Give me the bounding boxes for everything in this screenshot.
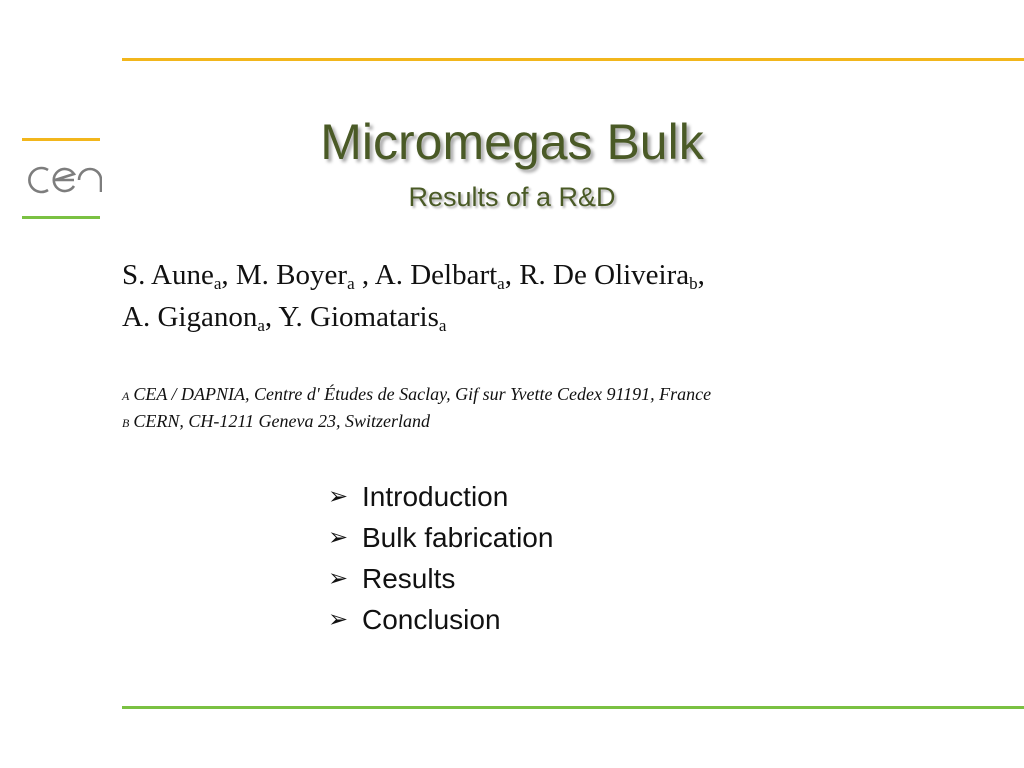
author-separator: , — [264, 301, 279, 333]
author-name: R. De Oliveira — [519, 259, 690, 291]
author-affiliation-mark: a — [347, 274, 355, 293]
affiliation-a — [122, 381, 1002, 409]
author-affiliation-mark: b — [689, 274, 698, 293]
author-separator: , — [221, 259, 236, 291]
affiliation-text: CERN, CH-1211 Geneva 23, Switzerland — [133, 411, 430, 431]
author-affiliation-mark: a — [438, 316, 447, 335]
author-affiliation-mark: a — [257, 316, 265, 335]
arrow-bullet-icon: ➢ — [328, 606, 349, 633]
outline-item-label: Bulk fabrication — [362, 522, 554, 553]
outline-item-label: Introduction — [362, 481, 509, 512]
author-name: S. Aune — [122, 259, 214, 291]
affiliation-text: CEA / DAPNIA, Centre d' Études de Saclay, Gif sur Yvette Cedex 91191, France — [133, 384, 712, 404]
affiliation-tag: B — [122, 416, 130, 430]
outline-item — [328, 517, 728, 558]
author-affiliation-mark: a — [497, 274, 505, 293]
author-separator: , — [697, 259, 705, 291]
outline-item — [328, 476, 728, 517]
author-list — [122, 254, 1002, 338]
outline-item-label: Results — [362, 563, 456, 594]
author-separator: , — [354, 259, 375, 291]
arrow-bullet-icon: ➢ — [328, 524, 349, 551]
outline-item — [328, 558, 728, 599]
author-name: M. Boyer — [235, 259, 348, 291]
affiliation-b — [122, 408, 1002, 436]
arrow-bullet-icon: ➢ — [328, 483, 349, 510]
bottom-divider — [122, 706, 1024, 709]
author-name: A. Delbart — [374, 259, 498, 291]
author-name: Y. Giomataris — [278, 301, 439, 333]
outline-item — [328, 599, 728, 640]
outline-item-label: Conclusion — [362, 604, 501, 635]
author-separator: , — [504, 259, 520, 291]
arrow-bullet-icon: ➢ — [328, 565, 349, 592]
author-affiliation-mark: a — [213, 274, 222, 293]
author-name: A. Giganon — [122, 301, 258, 333]
top-divider — [122, 58, 1024, 61]
outline-list — [328, 476, 728, 640]
slide-title: Micromegas Bulk — [320, 114, 704, 170]
slide-subtitle: Results of a R&D — [408, 182, 616, 212]
logo-bottom-bar — [22, 216, 100, 219]
affiliation-tag: A — [122, 389, 130, 403]
